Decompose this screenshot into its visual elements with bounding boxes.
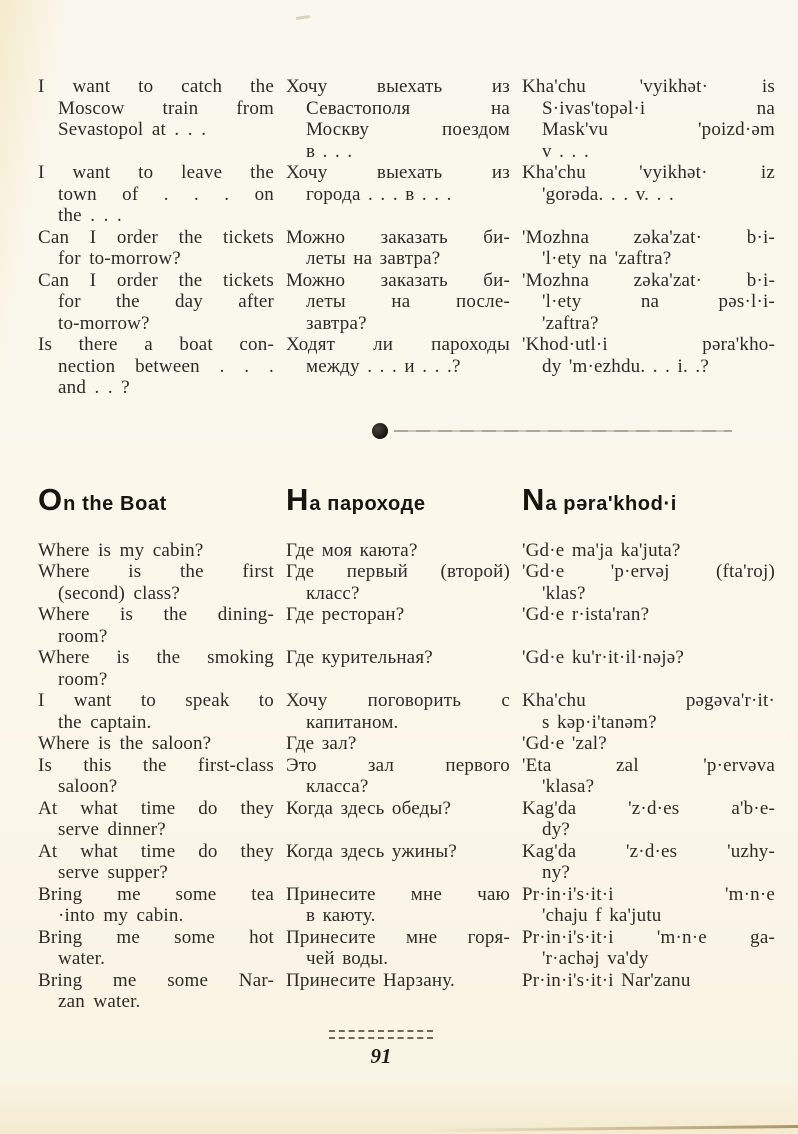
phrase-line: Bring me some hot xyxy=(38,926,274,948)
phrase-line: Can I order the tickets xyxy=(38,226,274,248)
phrase-ph xyxy=(522,798,775,841)
phrase-en xyxy=(38,561,274,604)
phrase-ph xyxy=(522,162,775,227)
phrase-line: Севастополя на xyxy=(306,97,510,119)
phrase-ru xyxy=(286,227,510,270)
phrase-line: 'Gd·e ma'ja ka'juta? xyxy=(522,539,681,561)
phrase-line: Можно заказать би- xyxy=(286,269,510,291)
phrase-line: nection between . . . xyxy=(58,355,274,377)
phrase-line: 'Eta zal 'p·ervəva xyxy=(522,754,775,776)
phrase-ph xyxy=(522,270,775,335)
phrase-ru xyxy=(286,334,510,399)
phrase-line: в каюту. xyxy=(306,905,376,926)
phrase-line: Bring me some tea xyxy=(38,883,274,905)
phrase-line: At what time do they xyxy=(38,797,274,819)
phrase-ph xyxy=(522,755,775,798)
phrase-line: dy 'm·ezhdu. . . i. .? xyxy=(542,355,710,377)
phrase-ph xyxy=(522,76,775,162)
phrase-en xyxy=(38,540,274,562)
phrase-line: At what time do they xyxy=(38,840,274,862)
phrase-line: 'chaju f ka'jutu xyxy=(542,905,662,926)
phrase-line: Хочу выехать из xyxy=(286,162,510,183)
phrase-line: Где ресторан? xyxy=(286,604,405,625)
phrase-line: Is there a boat con- xyxy=(38,334,274,355)
phrase-line: леты на после- xyxy=(306,291,510,312)
phrase-line: Where is the first xyxy=(38,561,274,582)
phrase-line: Хочу выехать из xyxy=(286,76,510,97)
phrase-ru xyxy=(286,755,510,798)
phrase-line: 'Gd·e 'p·ervəj (fta'roj) xyxy=(522,561,775,582)
phrase-line: ny? xyxy=(542,862,571,883)
phrase-ph xyxy=(522,334,775,399)
phrase-en xyxy=(38,270,274,335)
phrase-line: леты на завтра? xyxy=(306,248,441,269)
section-divider xyxy=(372,422,798,438)
phrase-ru xyxy=(286,561,510,604)
phrase-line: 'r·achəj va'dy xyxy=(542,948,649,969)
phrase-line: между . . . и . . .? xyxy=(306,355,461,377)
section-header-english: On the Boat xyxy=(38,481,167,517)
phrase-ph xyxy=(522,733,775,755)
phrase-ph xyxy=(522,927,775,970)
phrase-line: Kag'da 'z·d·es a'b·e- xyxy=(522,797,775,819)
phrase-line: to-morrow? xyxy=(58,312,150,334)
phrase-ru xyxy=(286,927,510,970)
phrase-line: завтра? xyxy=(306,312,367,334)
phrase-line: zan water. xyxy=(58,991,141,1012)
phrase-en xyxy=(38,841,274,884)
phrase-line: Это зал первого xyxy=(286,754,510,776)
phrase-line: 'klasa? xyxy=(542,776,595,797)
phrase-ru xyxy=(286,76,510,162)
phrase-line: Kha'chu 'vyikhət· iz xyxy=(522,162,775,183)
phrase-line: 'l·ety na 'zaftra? xyxy=(542,248,672,269)
phrase-line: for the day after xyxy=(58,291,274,312)
phrase-ph xyxy=(522,884,775,927)
phrase-line: Sevastopol at . . . xyxy=(58,119,207,140)
footer-rule xyxy=(329,1030,433,1039)
phrase-line: room? xyxy=(58,668,108,690)
phrase-line: serve supper? xyxy=(58,862,169,883)
divider-line xyxy=(394,430,732,432)
phrase-line: Можно заказать би- xyxy=(286,226,510,248)
phrase-line: serve dinner? xyxy=(58,819,166,840)
phrase-ph xyxy=(522,604,775,647)
phrase-en xyxy=(38,884,274,927)
phrase-ru xyxy=(286,690,510,733)
phrase-line: v . . . xyxy=(542,140,589,162)
phrase-line: 'Khod·utl·i pəra'kho- xyxy=(522,334,775,355)
phrase-line: I want to speak to xyxy=(38,690,274,711)
phrase-line: Москву поездом xyxy=(306,119,510,140)
phrase-line: Где зал? xyxy=(286,733,357,754)
phrase-ph xyxy=(522,540,775,562)
phrase-line: Where is the dining- xyxy=(38,604,274,625)
phrase-line: Pr·in·i's·it·i 'm·n·e ga- xyxy=(522,926,775,948)
phrase-ph xyxy=(522,970,775,1013)
phrase-line: town of . . . on xyxy=(58,183,274,205)
phrase-line: Принесите мне горя- xyxy=(286,926,510,948)
phrase-line: Хочу поговорить с xyxy=(286,690,510,711)
phrase-en xyxy=(38,798,274,841)
phrase-en xyxy=(38,927,274,970)
phrase-line: Where is my cabin? xyxy=(38,539,204,561)
phrase-line: ·into my cabin. xyxy=(58,905,184,926)
section-header-phonetic: Na pəra'khod·i xyxy=(522,481,677,517)
phrase-en xyxy=(38,733,274,755)
phrase-line: 'klas? xyxy=(542,582,586,604)
phrase-line: Принесите Нарзану. xyxy=(286,969,455,991)
phrase-ru xyxy=(286,798,510,841)
phrase-ph xyxy=(522,690,775,733)
page-edge-shadow xyxy=(426,1125,798,1132)
phrase-ru xyxy=(286,270,510,335)
phrase-line: 'l·ety na pəs·l·i- xyxy=(542,291,775,312)
phrase-line: the captain. xyxy=(58,711,152,733)
phrase-line: Where is the saloon? xyxy=(38,733,212,754)
section-header-russian: На пароходе xyxy=(286,481,426,517)
phrase-ph xyxy=(522,561,775,604)
top-phrase-grid xyxy=(38,0,775,399)
phrase-line: s kəp·i'tanəm? xyxy=(542,711,657,733)
phrase-line: Mask'vu 'poizd·əm xyxy=(542,119,775,140)
page-number: 91 xyxy=(370,1044,392,1068)
phrase-line: 'Mozhna zəka'zat· b·i- xyxy=(522,269,775,291)
phrase-ru xyxy=(286,841,510,884)
phrase-ru xyxy=(286,604,510,647)
phrase-line: Moscow train from xyxy=(58,97,274,119)
phrase-en xyxy=(38,755,274,798)
phrase-line: чей воды. xyxy=(306,948,389,969)
phrase-line: dy? xyxy=(542,819,571,840)
phrase-line: в . . . xyxy=(306,140,353,162)
phrase-line: Принесите мне чаю xyxy=(286,883,510,905)
phrase-line: 'zaftra? xyxy=(542,312,599,334)
phrase-line: 'Mozhna zəka'zat· b·i- xyxy=(522,226,775,248)
phrase-ru xyxy=(286,647,510,690)
phrase-ru xyxy=(286,884,510,927)
phrase-line: города . . . в . . . xyxy=(306,183,452,205)
phrase-line: Can I order the tickets xyxy=(38,269,274,291)
phrase-ru xyxy=(286,540,510,562)
phrase-line: room? xyxy=(58,625,108,647)
phrase-line: Где первый (второй) xyxy=(286,561,510,582)
phrase-line: капитаном. xyxy=(306,711,399,733)
phrase-line: Bring me some Nar- xyxy=(38,969,274,991)
phrase-line: Pr·in·i's·it·i 'm·n·e xyxy=(522,883,775,905)
phrase-en xyxy=(38,334,274,399)
phrase-en xyxy=(38,604,274,647)
phrase-line: 'Gd·e r·ista'ran? xyxy=(522,604,650,625)
boat-phrase-grid xyxy=(38,540,775,1013)
phrase-en xyxy=(38,970,274,1013)
phrase-ph xyxy=(522,841,775,884)
phrase-en xyxy=(38,76,274,162)
phrase-en xyxy=(38,162,274,227)
phrase-line: 'Gd·e ku'r·it·il·nəjə? xyxy=(522,647,684,668)
phrase-en xyxy=(38,647,274,690)
phrase-line: 'Gd·e 'zal? xyxy=(522,733,607,754)
phrase-ph xyxy=(522,227,775,270)
phrase-ru xyxy=(286,162,510,227)
phrase-line: класс? xyxy=(306,582,360,604)
phrase-line: Ходят ли пароходы xyxy=(286,334,510,355)
phrase-line: Kag'da 'z·d·es 'uzhy- xyxy=(522,840,775,862)
phrase-line: 'gorəda. . . v. . . xyxy=(542,183,674,205)
phrase-line: Где моя каюта? xyxy=(286,539,418,561)
phrase-en xyxy=(38,690,274,733)
phrase-line: Когда здесь обеды? xyxy=(286,797,452,819)
phrase-ph xyxy=(522,647,775,690)
phrase-line: (second) class? xyxy=(58,582,181,604)
phrase-line: Where is the smoking xyxy=(38,647,274,668)
section-header-row xyxy=(38,481,775,520)
phrase-line: I want to leave the xyxy=(38,162,274,183)
phrase-ru xyxy=(286,733,510,755)
phrase-line: I want to catch the xyxy=(38,76,274,97)
phrase-line: класса? xyxy=(306,776,369,797)
phrase-line: and . . ? xyxy=(58,377,130,398)
phrase-line: the . . . xyxy=(58,205,123,226)
phrase-ru xyxy=(286,970,510,1013)
phrase-line: water. xyxy=(58,948,106,969)
phrase-line: Kha'chu 'vyikhət· is xyxy=(522,76,775,97)
phrase-line: Kha'chu pəgəva'r·it· xyxy=(522,690,775,711)
phrase-line: saloon? xyxy=(58,776,118,797)
phrase-line: S·ivas'topəl·i na xyxy=(542,97,775,119)
phrase-en xyxy=(38,227,274,270)
phrase-line: Is this the first-class xyxy=(38,754,274,776)
phrase-line: Где курительная? xyxy=(286,647,433,668)
phrase-line: Pr·in·i's·it·i Nar'zanu xyxy=(522,969,691,991)
page-footer xyxy=(326,1030,436,1069)
divider-dot xyxy=(372,423,388,439)
phrase-line: Когда здесь ужины? xyxy=(286,840,458,862)
phrase-line: for to-morrow? xyxy=(58,248,181,269)
